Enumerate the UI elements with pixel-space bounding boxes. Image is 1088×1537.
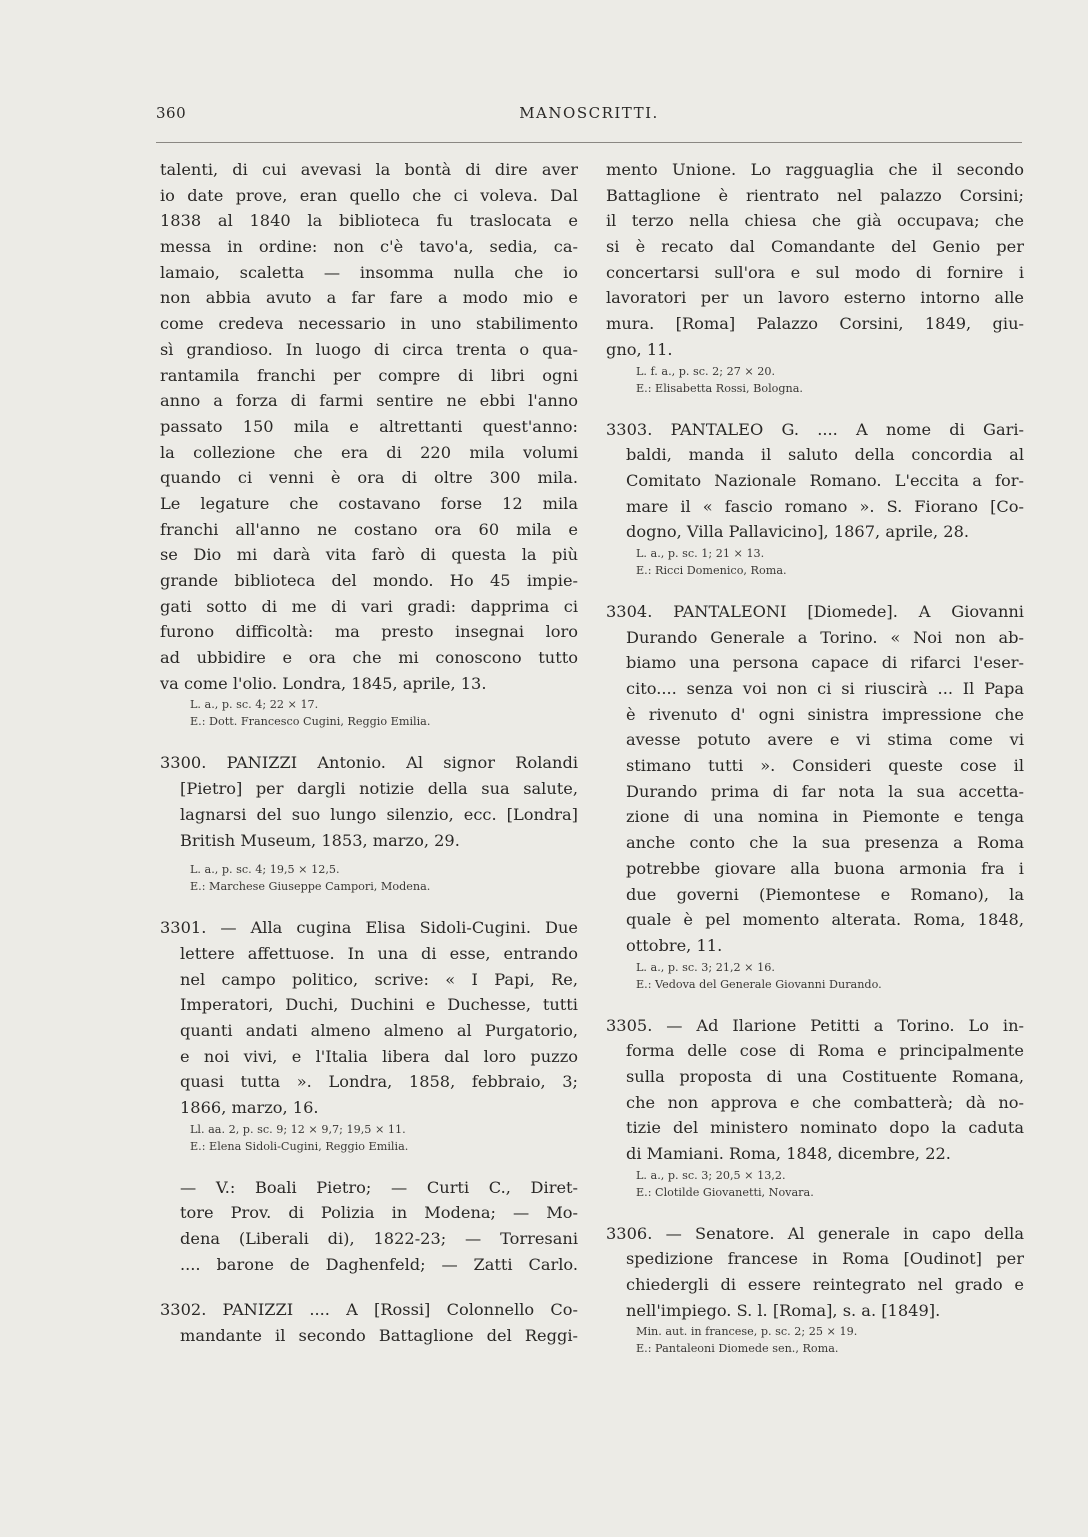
text-line: ottobre, 11.	[626, 935, 723, 955]
text-line: se Dio mi darà vita farò di questa la più	[160, 545, 578, 565]
text-line: mento Unione. Lo ragguaglia che il secondo	[606, 160, 1024, 179]
text-line: si è recato dal Comandante del Genio per	[606, 237, 1024, 257]
text-line: tore Prov. di Polizia in Modena; — Mo-	[180, 1203, 578, 1223]
text-line: baldi, manda il saluto della concordia al	[626, 445, 1024, 465]
text-line: — V.: Boali Pietro; — Curti C., Diret-	[180, 1177, 578, 1197]
entry-3301	[160, 915, 578, 1155]
entry-heading-line: 3304. PANTALEONI [Diomede]. A Giovanni	[606, 601, 1024, 621]
entry-heading-line: 3306. — Senatore. Al generale in capo della	[606, 1223, 1024, 1243]
text-line: passato 150 mila e altrettanti quest'anno:	[160, 416, 578, 436]
text-line: grande biblioteca del mondo. Ho 45 impie-	[160, 571, 578, 590]
text-line: furono difficoltà: ma presto insegnai loro	[160, 622, 578, 642]
text-line: dena (Liberali di), 1822-23; — Torresani	[180, 1229, 578, 1249]
text-line: mandante il secondo Battaglione del Reggi-	[180, 1326, 578, 1346]
text-line: forma delle cose di Roma e principalmente	[626, 1041, 1024, 1061]
text-line: di Mamiani. Roma, 1848, dicembre, 22.	[626, 1144, 951, 1163]
text-line: lagnarsi del suo lungo silenzio, ecc. [Londra]	[180, 804, 578, 824]
text-line: mura. [Roma] Palazzo Corsini, 1849, giu-	[606, 314, 1024, 334]
entry-meta: L. f. a., p. sc. 2; 27 × 20.	[636, 364, 776, 378]
text-line: British Museum, 1853, marzo, 29.	[180, 830, 460, 850]
text-line: è rivenuto d' ogni sinistra impressione che	[626, 704, 1024, 724]
entry-3302	[160, 1297, 578, 1348]
entry-meta: E.: Pantaleoni Diomede sen., Roma.	[636, 1342, 839, 1356]
text-line: 1838 al 1840 la biblioteca fu traslocata e	[160, 211, 578, 231]
text-line: potrebbe giovare alla buona armonia fra i	[626, 858, 1024, 878]
text-line: .... barone de Daghenfeld; — Zatti Carlo.	[180, 1254, 578, 1274]
text-line: Battaglione è rientrato nel palazzo Corsini;	[606, 185, 1024, 205]
text-line: [Pietro] per dargli notizie della sua salute,	[180, 779, 578, 799]
text-line: nel campo politico, scrive: « I Papi, Re,	[180, 969, 578, 989]
text-line: Le legature che costavano forse 12 mila	[160, 493, 578, 513]
entry-heading-line: 3302. PANIZZI .... A [Rossi] Colonnello Co-	[160, 1300, 578, 1320]
entry-3306	[606, 1221, 1024, 1358]
text-line: sulla proposta di una Costituente Romana,	[626, 1066, 1024, 1086]
text-line: gati sotto di me di vari gradi: dapprima ci	[160, 596, 578, 616]
text-line: Imperatori, Duchi, Duchini e Duchesse, tutti	[180, 995, 578, 1015]
entry-heading-line: 3303. PANTALEO G. .... A nome di Gari-	[606, 419, 1024, 439]
text-line: Comitato Nazionale Romano. L'eccita a for-	[626, 470, 1024, 490]
text-line: nell'impiego. S. l. [Roma], s. a. [1849].	[626, 1300, 941, 1320]
entry-meta: L. a., p. sc. 3; 20,5 × 13,2.	[636, 1168, 786, 1182]
text-line: che non approva e che combatterà; dà no-	[626, 1092, 1024, 1112]
text-line: non abbia avuto a far fare a modo mio e	[160, 288, 578, 308]
entry-meta: E.: Clotilde Giovanetti, Novara.	[636, 1185, 814, 1199]
entry-3299-continuation	[160, 157, 578, 730]
entry-meta: E.: Dott. Francesco Cugini, Reggio Emilia.	[190, 715, 431, 729]
text-line: lamaio, scaletta — insomma nulla che io	[160, 262, 578, 282]
text-line: anche conto che la sua presenza a Roma	[626, 833, 1024, 853]
entry-heading-line: 3305. — Ad Ilarione Petitti a Torino. Lo in-	[606, 1015, 1024, 1035]
text-line: quando ci venni è ora di oltre 300 mila.	[160, 468, 578, 488]
text-line: tizie del ministero nominato dopo la caduta	[626, 1118, 1024, 1138]
right-column	[606, 157, 1024, 1357]
entry-meta: L. a., p. sc. 4; 19,5 × 12,5.	[190, 863, 340, 877]
text-line: concertarsi sull'ora e sul modo di fornire i	[606, 262, 1024, 282]
entry-meta: E.: Vedova del Generale Giovanni Durando.	[636, 977, 882, 991]
page-number: 360	[156, 104, 187, 122]
text-line: avesse potuto avere e vi stima come vi	[626, 730, 1024, 750]
text-line: io date prove, eran quello che ci voleva. Dal	[160, 185, 578, 205]
entry-meta: L. a., p. sc. 1; 21 × 13.	[636, 546, 765, 560]
entry-meta: Min. aut. in francese, p. sc. 2; 25 × 19.	[636, 1325, 858, 1339]
see-also	[160, 1175, 578, 1278]
entry-heading-line: 3301. — Alla cugina Elisa Sidoli-Cugini. Due	[160, 918, 578, 938]
entry-3303	[606, 417, 1024, 579]
entry-meta: E.: Elena Sidoli-Cugini, Reggio Emilia.	[190, 1139, 409, 1153]
entry-3300	[160, 750, 578, 895]
text-line: sì grandioso. In luogo di circa trenta o qua-	[160, 339, 578, 359]
entry-3304	[606, 599, 1024, 993]
entry-heading-line: 3300. PANIZZI Antonio. Al signor Rolandi	[160, 753, 578, 773]
text-line: chiedergli di essere reintegrato nel grado e	[626, 1275, 1024, 1295]
running-head: MANOSCRITTI.	[519, 104, 659, 122]
text-line: quasi tutta ». Londra, 1858, febbraio, 3;	[180, 1072, 578, 1092]
text-line: lavoratori per un lavoro esterno intorno alle	[606, 288, 1024, 308]
text-line: gno, 11.	[606, 339, 673, 359]
text-line: franchi all'anno ne costano ora 60 mila e	[160, 519, 578, 539]
entry-meta: L. a., p. sc. 4; 22 × 17.	[190, 698, 319, 712]
text-line: Durando prima di far nota la sua accetta-	[626, 781, 1024, 801]
text-line: lettere affettuose. In una di esse, entrando	[180, 943, 578, 963]
text-line: il terzo nella chiesa che già occupava; che	[606, 211, 1024, 231]
text-line: quanti andati almeno almeno al Purgatorio,	[180, 1020, 578, 1040]
text-line: stimano tutti ». Consideri queste cose il	[626, 756, 1024, 776]
entry-meta: E.: Marchese Giuseppe Campori, Modena.	[190, 880, 431, 894]
entry-meta: L. a., p. sc. 3; 21,2 × 16.	[636, 960, 775, 974]
text-line: e noi vivi, e l'Italia libera dal loro puzzo	[180, 1046, 578, 1066]
entry-meta: E.: Elisabetta Rossi, Bologna.	[636, 381, 803, 395]
text-line: spedizione francese in Roma [Oudinot] per	[626, 1249, 1024, 1269]
left-column	[160, 157, 578, 1349]
text-line: Durando Generale a Torino. « Noi non ab-	[626, 627, 1024, 647]
text-line: talenti, di cui avevasi la bontà di dire aver	[160, 160, 578, 179]
page-header	[156, 104, 1022, 128]
text-line: biamo una persona capace di rifarci l'eser-	[626, 653, 1024, 673]
text-line: 1866, marzo, 16.	[180, 1098, 319, 1117]
text-line: rantamila franchi per compre di libri ogni	[160, 365, 578, 385]
text-line: due governi (Piemontese e Romano), la	[626, 884, 1024, 904]
text-line: anno a forza di farmi sentire ne ebbi l'anno	[160, 391, 578, 411]
text-line: quale è pel momento alterata. Roma, 1848,	[626, 910, 1024, 930]
text-line: zione di una nomina in Piemonte e tenga	[626, 807, 1024, 827]
text-line: cito.... senza voi non ci si riuscirà ... Il Papa	[626, 679, 1024, 698]
entry-3302-continuation	[606, 157, 1024, 397]
text-line: dogno, Villa Pallavicino], 1867, aprile, 28.	[626, 522, 970, 542]
entry-3305	[606, 1013, 1024, 1201]
text-line: messa in ordine: non c'è tavo'a, sedia, ca-	[160, 237, 578, 257]
entry-meta: Ll. aa. 2, p. sc. 9; 12 × 9,7; 19,5 × 11.	[190, 1122, 406, 1136]
text-line: come credeva necessario in uno stabilimento	[160, 314, 578, 334]
text-line: mare il « fascio romano ». S. Fiorano [Co-	[626, 496, 1024, 516]
entry-meta: E.: Ricci Domenico, Roma.	[636, 563, 787, 577]
text-line: la collezione che era di 220 mila volumi	[160, 442, 578, 462]
text-line: va come l'olio. Londra, 1845, aprile, 13.	[160, 673, 487, 693]
header-rule	[156, 142, 1022, 143]
text-line: ad ubbidire e ora che mi conoscono tutto	[160, 648, 578, 668]
